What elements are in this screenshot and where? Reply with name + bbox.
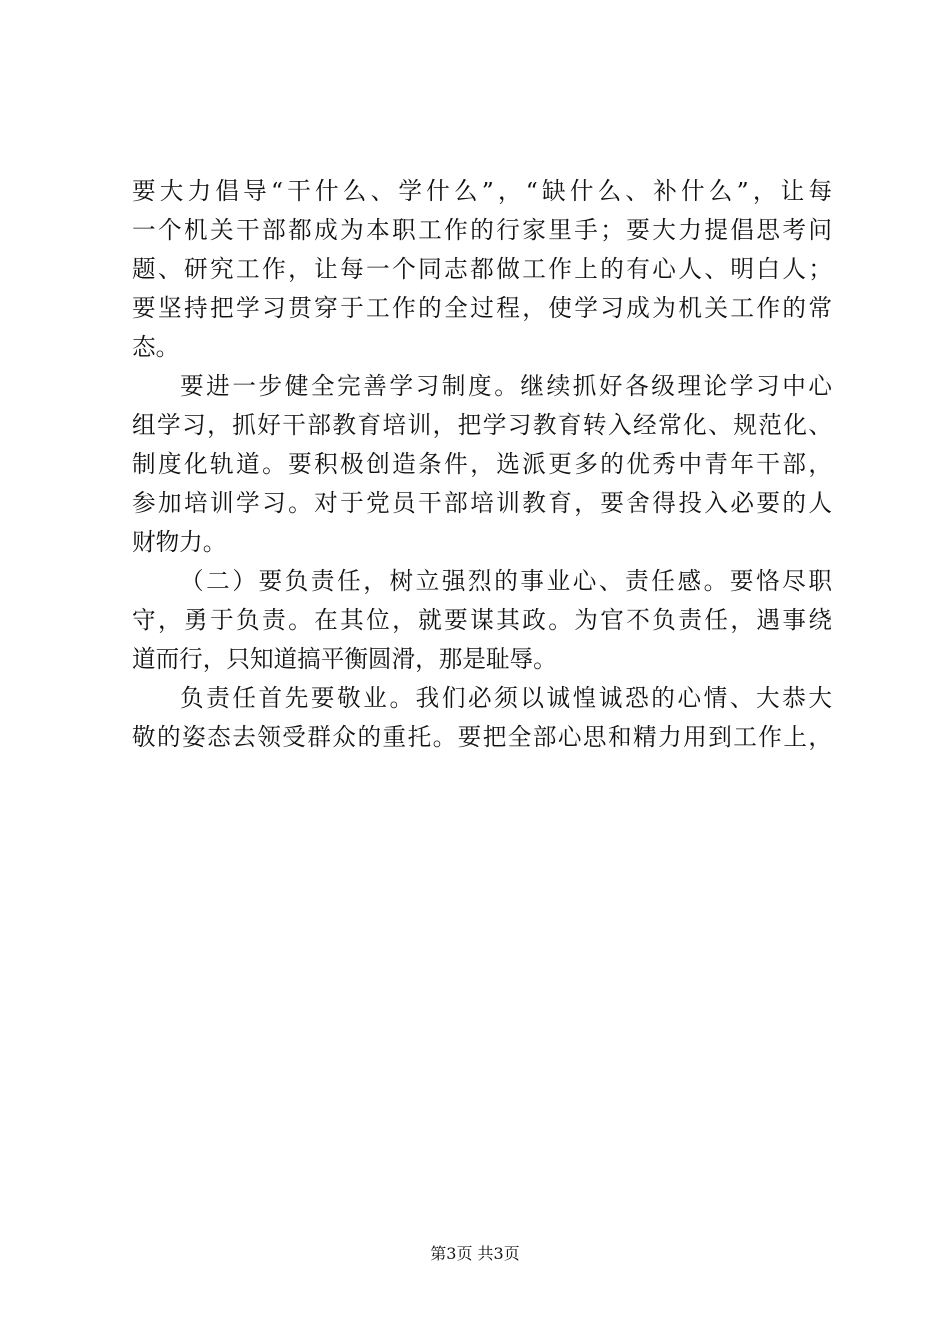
text-line: 态。 [132, 333, 180, 361]
page-number-footer: 第3页 共3页 [430, 1244, 520, 1263]
text-line: 负责任首先要敬业。我们必须以诚惶诚恐的心情、大恭大 [180, 684, 832, 712]
text-line: 要坚持把学习贯穿于工作的全过程，使学习成为机关工作的常 [132, 294, 832, 322]
text-line: 敬的姿态去领受群众的重托。要把全部心思和精力用到工作上， [132, 723, 832, 751]
paragraph [132, 172, 832, 367]
text-line: （二）要负责任，树立强烈的事业心、责任感。要恪尽职 [180, 567, 832, 595]
text-line: 财物力。 [132, 528, 227, 556]
text-line: 道而行，只知道搞平衡圆滑，那是耻辱。 [132, 645, 557, 673]
paragraph [132, 562, 832, 679]
text-line: 制度化轨道。要积极创造条件，选派更多的优秀中青年干部， [132, 450, 832, 478]
text-line: 题、研究工作，让每一个同志都做工作上的有心人、明白人； [132, 255, 832, 283]
paragraph [132, 679, 832, 757]
document-body [132, 172, 832, 757]
text-line: 参加培训学习。对于党员干部培训教育，要舍得投入必要的人 [132, 489, 832, 517]
paragraph [132, 367, 832, 562]
text-line: 要进一步健全完善学习制度。继续抓好各级理论学习中心 [180, 372, 832, 400]
text-line: 守，勇于负责。在其位，就要谋其政。为官不负责任，遇事绕 [132, 606, 832, 634]
text-line: 组学习，抓好干部教育培训，把学习教育转入经常化、规范化、 [132, 411, 832, 439]
text-line: 要大力倡导“干什么、学什么”，“缺什么、补什么”，让每 [132, 177, 832, 205]
text-line: 一个机关干部都成为本职工作的行家里手；要大力提倡思考问 [132, 216, 832, 244]
